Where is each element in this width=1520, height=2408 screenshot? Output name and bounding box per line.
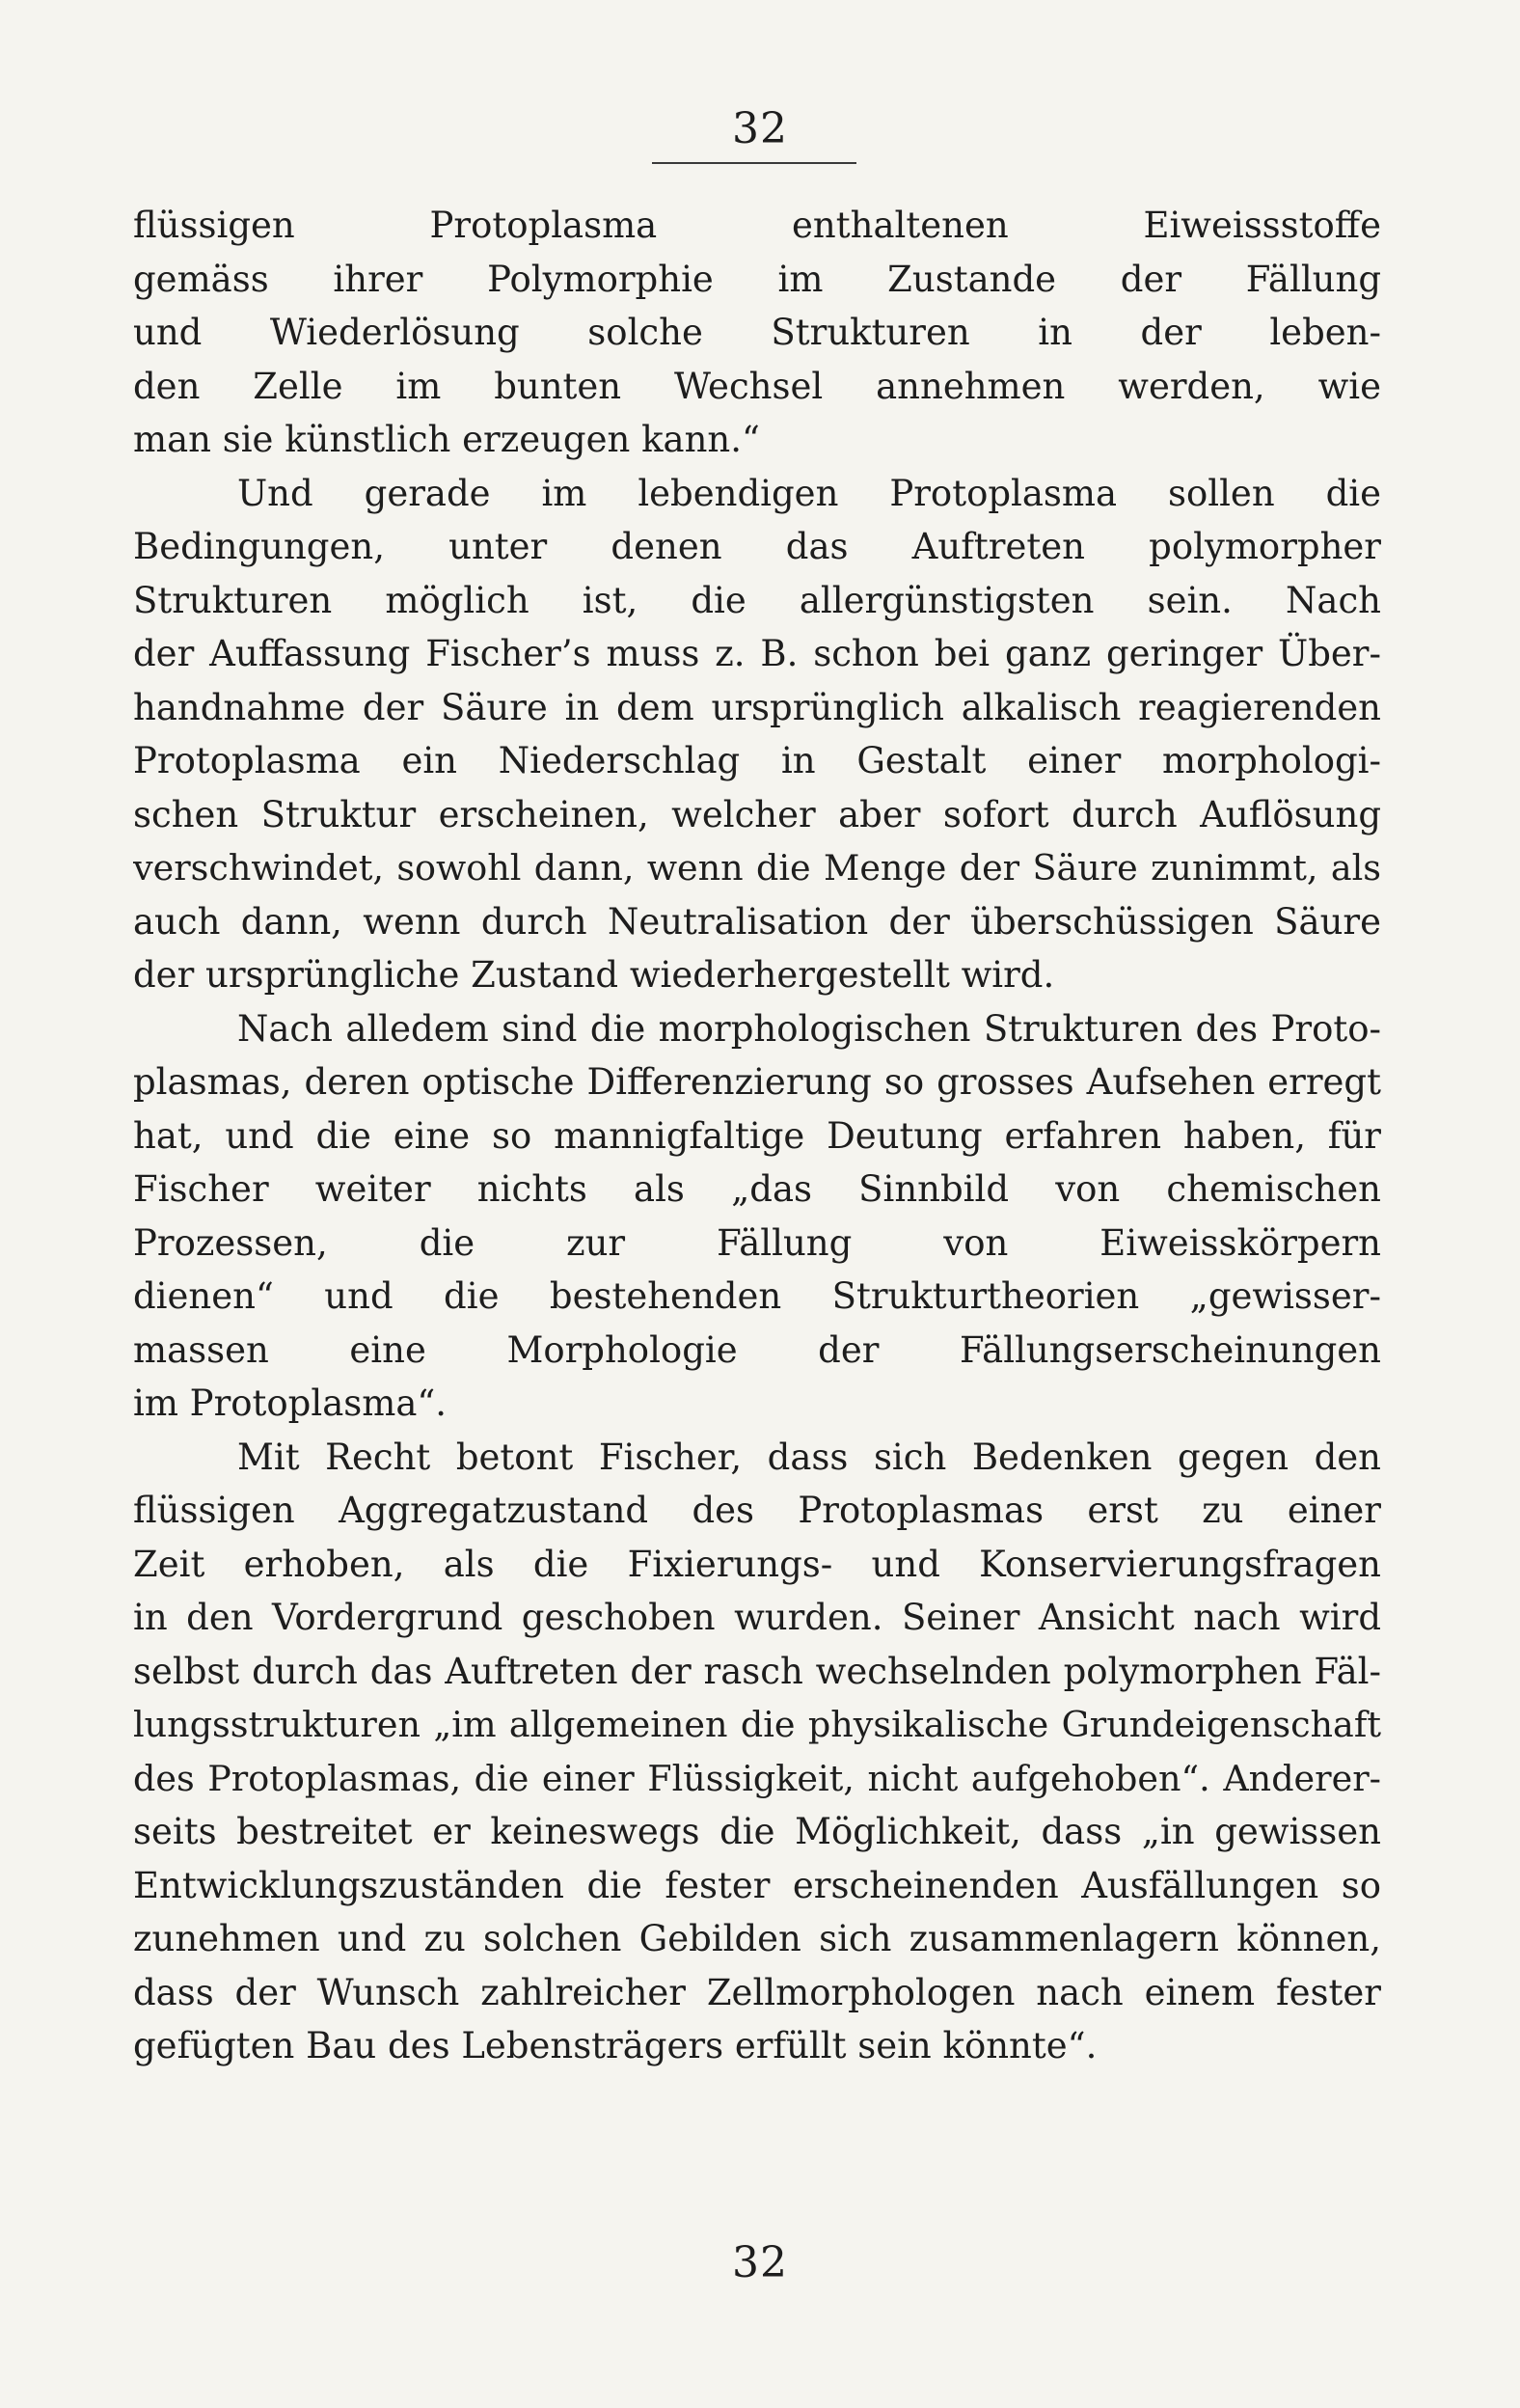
- text-line: dass der Wunsch zahlreicher Zellmorphologen nach einem fester: [133, 1971, 1381, 2013]
- text-line: handnahme der Säure in dem ursprünglich alkalisch reagierenden: [133, 686, 1381, 728]
- text-line: Zeit erhoben, als die Fixierungs- und Konservierungsfragen: [133, 1543, 1381, 1585]
- text-line: Protoplasma ein Niederschlag in Gestalt einer morphologi-: [133, 740, 1381, 781]
- text-line: des Protoplasmas, die einer Flüssigkeit, nicht aufgehoben“. Anderer-: [133, 1757, 1381, 1799]
- text-line: Prozessen, die zur Fällung von Eiweisskörpern: [133, 1221, 1381, 1264]
- text-line: gefügten Bau des Lebensträgers erfüllt sein könnte“.: [133, 2025, 1098, 2066]
- text-line: Entwicklungszuständen die fester erscheinenden Ausfällungen so: [133, 1864, 1381, 1906]
- page-number-bottom: 32: [732, 2238, 788, 2287]
- text-line: plasmas, deren optische Differenzierung so grosses Aufsehen erregt: [133, 1061, 1381, 1103]
- text-line: lungsstrukturen „im allgemeinen die physikalische Grundeigenschaft: [133, 1704, 1381, 1745]
- body-text: [133, 199, 1381, 2073]
- text-line: Strukturen möglich ist, die allergünstigsten sein. Nach: [133, 579, 1381, 621]
- text-line: Und gerade im lebendigen Protoplasma sollen die: [237, 472, 1381, 514]
- text-line: hat, und die eine so mannigfaltige Deutung erfahren haben, für: [133, 1114, 1381, 1157]
- text-line: selbst durch das Auftreten der rasch wechselnden polymorphen Fäl-: [133, 1650, 1381, 1692]
- text-line: Fischer weiter nichts als „das Sinnbild von chemischen: [133, 1168, 1381, 1210]
- text-line: Mit Recht betont Fischer, dass sich Bedenken gegen den: [237, 1436, 1381, 1478]
- text-line: flüssigen Aggregatzustand des Protoplasmas erst zu einer: [133, 1490, 1381, 1531]
- text-line: Bedingungen, unter denen das Auftreten polymorpher: [133, 526, 1381, 567]
- text-line: dienen“ und die bestehenden Strukturtheorien „gewisser-: [133, 1275, 1381, 1317]
- text-line: in den Vordergrund geschoben wurden. Seiner Ansicht nach wird: [133, 1597, 1381, 1638]
- text-line: seits bestreitet er keineswegs die Möglichkeit, dass „in gewissen: [133, 1811, 1381, 1852]
- header-rule: [652, 162, 856, 164]
- text-line: Nach alledem sind die morphologischen Strukturen des Proto-: [237, 1007, 1381, 1050]
- text-line: der Auffassung Fischer’s muss z. B. schon bei ganz geringer Über-: [133, 633, 1381, 674]
- text-line: im Protoplasma“.: [133, 1382, 448, 1424]
- text-line: gemäss ihrer Polymorphie im Zustande der Fällung: [133, 258, 1381, 300]
- text-line: flüssigen Protoplasma enthaltenen Eiweissstoffe: [133, 205, 1381, 246]
- text-line: massen eine Morphologie der Fällungserscheinungen: [133, 1328, 1381, 1371]
- text-line: der ursprüngliche Zustand wiederhergestellt wird.: [133, 954, 1055, 996]
- text-line: verschwindet, sowohl dann, wenn die Menge der Säure zunimmt, als: [133, 847, 1381, 889]
- text-line: und Wiederlösung solche Strukturen in der leben-: [133, 312, 1381, 353]
- page-number-top: 32: [732, 104, 788, 153]
- text-line: schen Struktur erscheinen, welcher aber sofort durch Auflösung: [133, 793, 1381, 835]
- text-line: den Zelle im bunten Wechsel annehmen werden, wie: [133, 365, 1381, 407]
- text-line: man sie künstlich erzeugen kann.“: [133, 419, 760, 460]
- text-line: zunehmen und zu solchen Gebilden sich zusammenlagern können,: [133, 1918, 1381, 1959]
- text-line: auch dann, wenn durch Neutralisation der überschüssigen Säure: [133, 900, 1381, 943]
